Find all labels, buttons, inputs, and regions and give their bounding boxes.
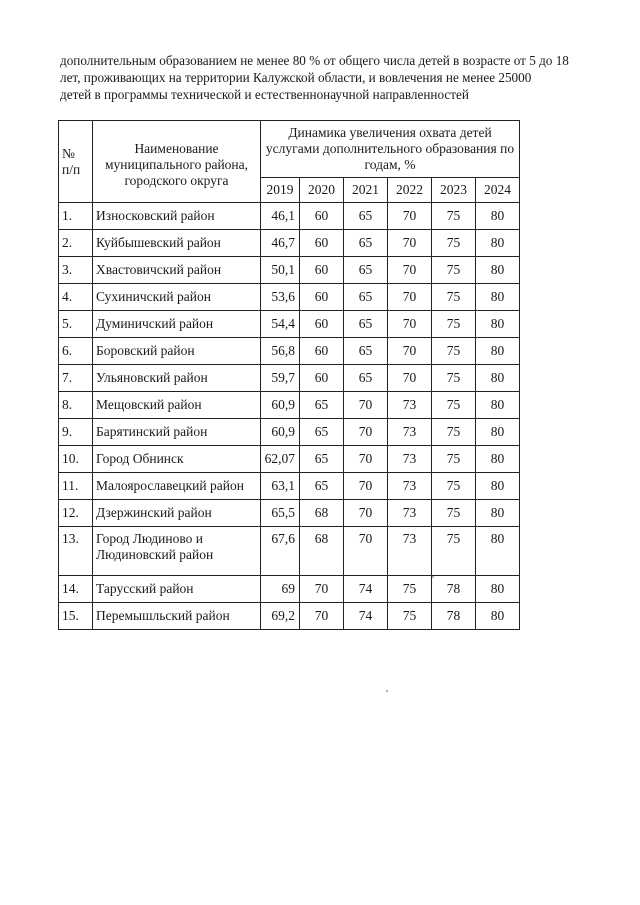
coverage-value: 60 bbox=[300, 230, 344, 257]
coverage-value: 75 bbox=[432, 473, 476, 500]
coverage-value: 75 bbox=[432, 419, 476, 446]
table-row bbox=[59, 446, 520, 473]
coverage-value: 75 bbox=[432, 284, 476, 311]
table-row bbox=[59, 257, 520, 284]
table-row bbox=[59, 338, 520, 365]
row-number: 13. bbox=[59, 527, 93, 576]
coverage-value: 80 bbox=[476, 446, 520, 473]
coverage-value: 65 bbox=[344, 257, 388, 284]
table-row bbox=[59, 203, 520, 230]
coverage-value: 60 bbox=[300, 311, 344, 338]
coverage-value: 70 bbox=[388, 311, 432, 338]
coverage-value: 60,9 bbox=[261, 419, 300, 446]
coverage-value: 70 bbox=[388, 203, 432, 230]
district-name: Боровский район bbox=[93, 338, 261, 365]
row-number: 2. bbox=[59, 230, 93, 257]
district-name: Сухиничский район bbox=[93, 284, 261, 311]
coverage-value: 80 bbox=[476, 284, 520, 311]
coverage-value: 74 bbox=[344, 576, 388, 603]
header-num: № п/п bbox=[59, 121, 93, 203]
district-name: Малоярославецкий район bbox=[93, 473, 261, 500]
row-number: 1. bbox=[59, 203, 93, 230]
coverage-value: 59,7 bbox=[261, 365, 300, 392]
coverage-value: 65 bbox=[344, 203, 388, 230]
coverage-value: 68 bbox=[300, 527, 344, 576]
table-row bbox=[59, 365, 520, 392]
coverage-value: 65 bbox=[344, 338, 388, 365]
coverage-value: 53,6 bbox=[261, 284, 300, 311]
year-header: 2021 bbox=[344, 178, 388, 203]
year-header: 2022 bbox=[388, 178, 432, 203]
year-header: 2023 bbox=[432, 178, 476, 203]
district-name: Думиничский район bbox=[93, 311, 261, 338]
table-row bbox=[59, 576, 520, 603]
coverage-value: 75 bbox=[432, 338, 476, 365]
table-row bbox=[59, 311, 520, 338]
coverage-value: 65,5 bbox=[261, 500, 300, 527]
coverage-value: 70 bbox=[344, 500, 388, 527]
coverage-value: 80 bbox=[476, 392, 520, 419]
coverage-value: 60,9 bbox=[261, 392, 300, 419]
table-row bbox=[59, 500, 520, 527]
district-name: Тарусский район bbox=[93, 576, 261, 603]
row-number: 9. bbox=[59, 419, 93, 446]
year-header: 2024 bbox=[476, 178, 520, 203]
row-number: 10. bbox=[59, 446, 93, 473]
table-row bbox=[59, 284, 520, 311]
coverage-value: 80 bbox=[476, 230, 520, 257]
coverage-value: 80 bbox=[476, 603, 520, 630]
coverage-value: 70 bbox=[388, 284, 432, 311]
coverage-value: 60 bbox=[300, 365, 344, 392]
coverage-value: 69 bbox=[261, 576, 300, 603]
coverage-value: 73 bbox=[388, 473, 432, 500]
coverage-value: 74 bbox=[344, 603, 388, 630]
intro-line: детей в программы технической и естественнонаучной направленностей bbox=[60, 87, 469, 102]
coverage-value: 73 bbox=[388, 446, 432, 473]
coverage-value: 80 bbox=[476, 365, 520, 392]
coverage-value: 75 bbox=[432, 230, 476, 257]
district-name: Дзержинский район bbox=[93, 500, 261, 527]
coverage-value: 67,6 bbox=[261, 527, 300, 576]
row-number: 15. bbox=[59, 603, 93, 630]
coverage-value: 46,7 bbox=[261, 230, 300, 257]
coverage-value: 70 bbox=[300, 603, 344, 630]
coverage-value: 75 bbox=[432, 392, 476, 419]
coverage-value: 54,4 bbox=[261, 311, 300, 338]
intro-line: лет, проживающих на территории Калужской области, и вовлечения не менее 25000 bbox=[60, 70, 532, 85]
table-row bbox=[59, 392, 520, 419]
coverage-value: 70 bbox=[344, 392, 388, 419]
coverage-value: 60 bbox=[300, 203, 344, 230]
coverage-value: 80 bbox=[476, 527, 520, 576]
coverage-value: 80 bbox=[476, 500, 520, 527]
coverage-value: 63,1 bbox=[261, 473, 300, 500]
district-name: Город Людиново и Людиновский район bbox=[93, 527, 261, 576]
coverage-value: 80 bbox=[476, 338, 520, 365]
coverage-value: 65 bbox=[300, 392, 344, 419]
coverage-value: 65 bbox=[300, 446, 344, 473]
row-number: 7. bbox=[59, 365, 93, 392]
coverage-value: 70 bbox=[388, 338, 432, 365]
district-name: Хвастовичский район bbox=[93, 257, 261, 284]
coverage-value: 75 bbox=[432, 257, 476, 284]
row-number: 11. bbox=[59, 473, 93, 500]
coverage-value: 75 bbox=[432, 203, 476, 230]
coverage-value: 73 bbox=[388, 392, 432, 419]
district-name: Перемышльский район bbox=[93, 603, 261, 630]
coverage-value: 46,1 bbox=[261, 203, 300, 230]
intro-line: дополнительным образованием не менее 80 % от общего числа детей в возрасте от 5 до 18 bbox=[60, 53, 569, 68]
header-dynamics: Динамика увеличения охвата детей услугами дополнительного образования по годам, % bbox=[261, 121, 520, 178]
coverage-value: 65 bbox=[344, 365, 388, 392]
coverage-value: 65 bbox=[344, 230, 388, 257]
coverage-value: 80 bbox=[476, 419, 520, 446]
coverage-value: 70 bbox=[388, 257, 432, 284]
intro-paragraph bbox=[60, 52, 580, 103]
district-name: Ульяновский район bbox=[93, 365, 261, 392]
coverage-value: 70 bbox=[344, 419, 388, 446]
table-row bbox=[59, 603, 520, 630]
coverage-value: 73 bbox=[388, 527, 432, 576]
coverage-value: 75 bbox=[432, 311, 476, 338]
coverage-value: 80 bbox=[476, 311, 520, 338]
scan-speck bbox=[386, 690, 388, 692]
coverage-value: 65 bbox=[300, 419, 344, 446]
coverage-value: 80 bbox=[476, 576, 520, 603]
coverage-value: 75 bbox=[388, 576, 432, 603]
scan-speck bbox=[432, 576, 434, 578]
coverage-value: 78 bbox=[432, 603, 476, 630]
coverage-value: 78 bbox=[432, 576, 476, 603]
coverage-value: 80 bbox=[476, 203, 520, 230]
coverage-value: 73 bbox=[388, 419, 432, 446]
district-name: Город Обнинск bbox=[93, 446, 261, 473]
coverage-value: 56,8 bbox=[261, 338, 300, 365]
district-name: Мещовский район bbox=[93, 392, 261, 419]
coverage-value: 68 bbox=[300, 500, 344, 527]
row-number: 5. bbox=[59, 311, 93, 338]
row-number: 14. bbox=[59, 576, 93, 603]
coverage-value: 70 bbox=[344, 446, 388, 473]
coverage-value: 65 bbox=[344, 311, 388, 338]
row-number: 6. bbox=[59, 338, 93, 365]
district-name: Барятинский район bbox=[93, 419, 261, 446]
district-name: Износковский район bbox=[93, 203, 261, 230]
year-header: 2019 bbox=[261, 178, 300, 203]
coverage-value: 75 bbox=[388, 603, 432, 630]
year-header: 2020 bbox=[300, 178, 344, 203]
coverage-value: 60 bbox=[300, 257, 344, 284]
coverage-value: 70 bbox=[388, 365, 432, 392]
coverage-value: 70 bbox=[344, 527, 388, 576]
coverage-value: 70 bbox=[344, 473, 388, 500]
coverage-value: 75 bbox=[432, 446, 476, 473]
table-row bbox=[59, 527, 520, 576]
coverage-value: 80 bbox=[476, 257, 520, 284]
coverage-value: 62,07 bbox=[261, 446, 300, 473]
coverage-value: 60 bbox=[300, 284, 344, 311]
coverage-value: 65 bbox=[300, 473, 344, 500]
header-name: Наименование муниципального района, городского округа bbox=[93, 121, 261, 203]
coverage-value: 70 bbox=[388, 230, 432, 257]
coverage-value: 73 bbox=[388, 500, 432, 527]
coverage-value: 60 bbox=[300, 338, 344, 365]
coverage-table bbox=[58, 120, 520, 630]
coverage-value: 80 bbox=[476, 473, 520, 500]
coverage-value: 69,2 bbox=[261, 603, 300, 630]
coverage-value: 75 bbox=[432, 527, 476, 576]
table-row bbox=[59, 230, 520, 257]
coverage-value: 65 bbox=[344, 284, 388, 311]
table-row bbox=[59, 419, 520, 446]
district-name: Куйбышевский район bbox=[93, 230, 261, 257]
row-number: 8. bbox=[59, 392, 93, 419]
row-number: 4. bbox=[59, 284, 93, 311]
coverage-value: 70 bbox=[300, 576, 344, 603]
coverage-value: 75 bbox=[432, 365, 476, 392]
row-number: 12. bbox=[59, 500, 93, 527]
row-number: 3. bbox=[59, 257, 93, 284]
table-body bbox=[59, 203, 520, 630]
coverage-value: 50,1 bbox=[261, 257, 300, 284]
coverage-value: 75 bbox=[432, 500, 476, 527]
table-row bbox=[59, 473, 520, 500]
